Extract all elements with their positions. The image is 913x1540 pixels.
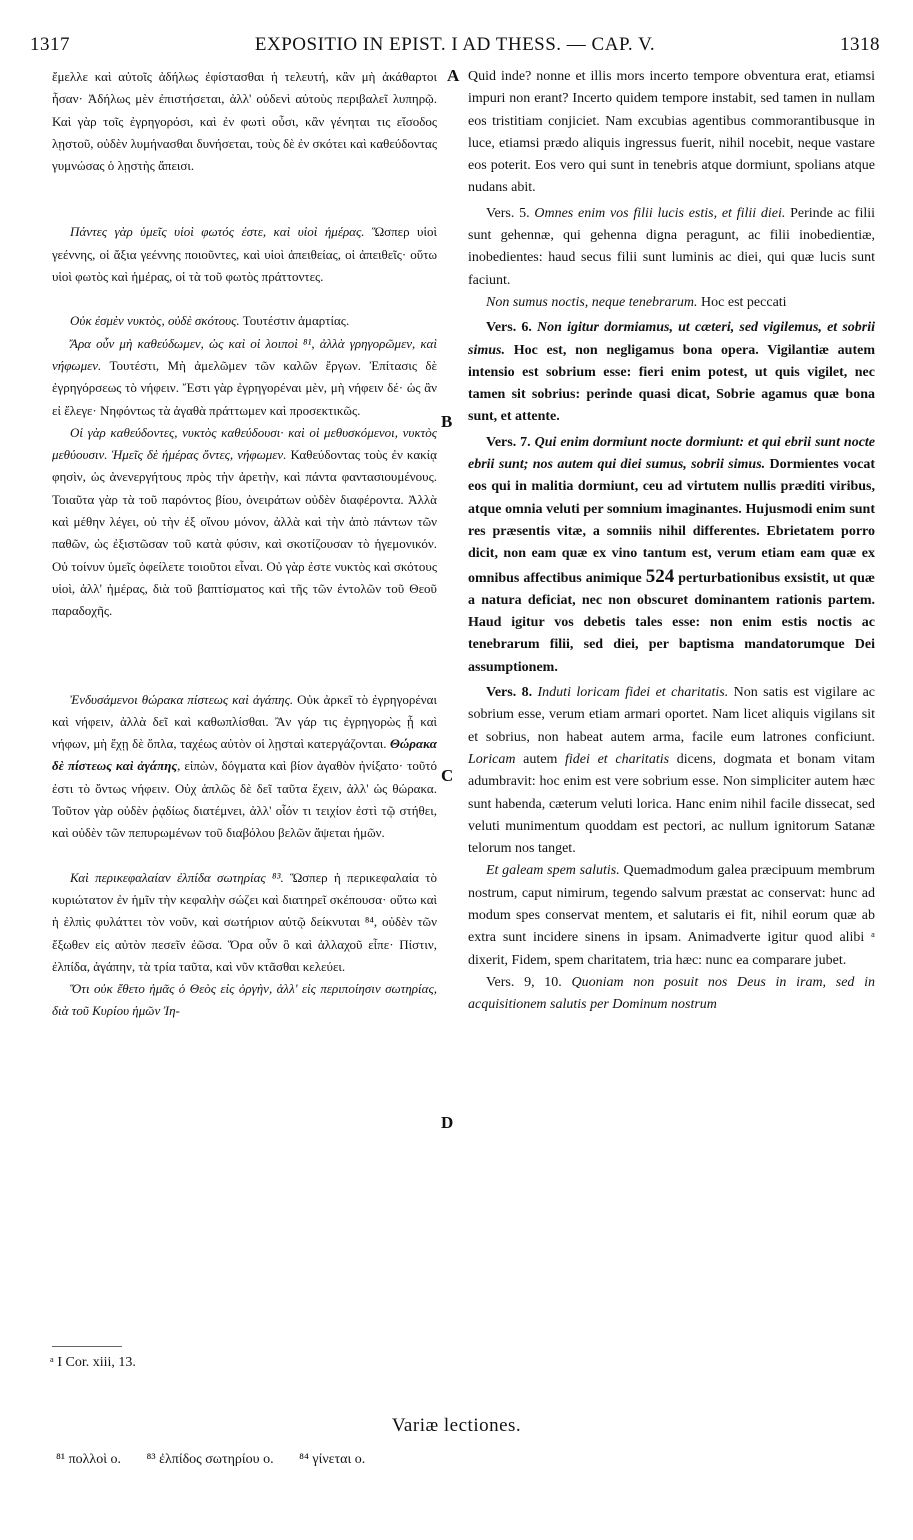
greek-column [52, 66, 437, 1023]
latin-lemma: Non igitur dormiamus, ut cæteri, sed vigilemus, et sobrii simus. [468, 320, 875, 358]
greek-commentary: Οὐκ ἀρκεῖ τὸ ἐγρηγορέναι καὶ νήφειν, ἀλλὰ δεῖ καὶ καθωπλίσθαι. Ἂν γάρ τις ἐγρηγορὼς ᾖ καὶ νήφων, μὴ ἔχῃ δὲ ὅπλα, ταχέως αὐτὸν οἱ λῃσταὶ κατεργάζονται. [52, 691, 437, 752]
greek-commentary: Ὥσπερ υἱοὶ γεέννης, οἱ ἄξια γεέννης ποιοῦντες, καὶ υἱοὶ ἀπειθείας, οἱ ἀπειθεῖς· οὕτω υἱοὶ φωτὸς καὶ ἡμέρας, οἱ τὰ τοῦ φωτὸς πράττοντες. [52, 224, 437, 285]
greek-commentary: Καθεύδοντας τοὺς ἐν κακίᾳ φησὶν, ὡς ἀνενεργήτους πρὸς τὴν ἀρετὴν, καὶ πάντα φαντασιουμένους. Τοιαῦτα γὰρ τὰ τοῦ παρόντος βίου, ὀνειράτων οὐδὲν διαφέροντα. Ἀλλὰ καὶ μέθην λέγει, οὐ τὴν ἐξ οἴνου μόνον, ἀλλὰ καὶ τὴν ἀπὸ πάντων τῶν παθῶν, ὡς ἐξιστῶσαν τοῦ κατὰ φύσιν, καὶ σκοτίζουσαν τὸ ἡγεμονικόν. Οὐ τοίνυν ὑμεῖς ὀφείλετε τοιοῦτοι εἶναι. Οὐ γὰρ ἐστε νυκτὸς καὶ σκότους υἱοὶ, ἀλλ' ἡμέρας, διὰ τοῦ βαπτίσματος καὶ τῆς τῶν ἐντολῶν τοῦ Θεοῦ παραδοχῆς. [52, 447, 437, 619]
verse-label: Vers. 8. [486, 685, 533, 701]
greek-inline-lemma: Θώρακα δὲ πίστεως καὶ ἀγάπης [52, 736, 437, 774]
latin-commentary: Perinde ac filii sunt gehennæ, qui gehenna digna peragunt, ac filii inobedientiæ, inobedientes: haud secus filii sunt luminis ac diei, qui quæ lucis sunt faciunt. [468, 205, 876, 288]
greek-lemma: Οἱ γὰρ καθεύδοντες, νυκτὸς καθεύδουσι· καὶ οἱ μεθυσκόμενοι, νυκτὸς μεθύουσιν. Ἡμεῖς δὲ ἡμέρας ὄντες, νήφωμεν. [52, 424, 437, 463]
latin-column [468, 66, 875, 1016]
latin-lemma: Omnes enim vos filii lucis estis, et filii diei. [534, 205, 786, 221]
greek-lemma: Ἐνδυσάμενοι θώρακα πίστεως καὶ ἀγάπης. [70, 691, 294, 707]
latin-lemma: Induti loricam fidei et charitatis. [537, 685, 729, 701]
latin-lemma: Quoniam non posuit nos Deus in iram, sed in acquisitionem salutis per Dominum nostrum [468, 974, 876, 1013]
running-header [30, 34, 880, 58]
latin-commentary: dicens, dogmata et bonam vitam adumbravit: hoc enim est vere sobrium esse. Non simpliciter autem hæc sunt habenda, cæterum veluti lorica. Hanc enim nihil facile dissecat, sed veluti munimentum quoddam est pectori, ac nullum ignitorum Satanæ telorum nos tanget. [468, 751, 876, 857]
verse-label: Vers. 7. [486, 434, 531, 450]
greek-paragraph [52, 422, 437, 623]
latin-inline-lemma: fidei et charitatis [565, 751, 670, 767]
latin-commentary: Quemadmodum galea præcipuum membrum nostrum, caput nimirum, tegendo salvum præstat ac conservat: hunc ad modum spes conservat mentem, et salutaris ei fit, nihil eorum quæ ab extra sunt incidere sinens in ipsam. Animadverte igitur quod alibi ᵃ dixerit, Fidem, spem charitatem, tria hæc: nunc ea comparare jubet. [468, 863, 875, 968]
margin-letter-c: C [441, 766, 454, 785]
margin-letter-d: D [441, 1113, 454, 1132]
latin-paragraph [468, 682, 875, 860]
latin-lemma: Non sumus noctis, neque tenebrarum. [486, 294, 698, 310]
latin-paragraph [468, 432, 875, 679]
latin-commentary: Dormientes vocat eos qui in malitia dormiunt, ceu ad virtutem nullis præditi viribus, atque omnia veluti per somnium imaginantes. Hujusmodi enim sunt res præsentis vitæ, a somniis nihil differentes. Ebrietatem porro dicit, non eam quæ ex vino tantum est, verum etiam eam quæ ex omnibus affectibus animique [468, 457, 875, 586]
greek-commentary: Τουτέστι, Μὴ ἀμελῶμεν τῶν καλῶν ἔργων. Ἐπίτασις δὲ ἐγρηγόρσεως τὸ νήφειν. Ἔστι γὰρ ἐγρηγορέναι μὲν, μὴ νήφειν δέ· ὡς ἂν εἰ ἔλεγε· Νηφόντως τὰ ἀγαθὰ πράττωμεν καὶ προσεκτικῶς. [52, 357, 437, 418]
latin-commentary: autem [515, 751, 566, 767]
greek-commentary: Τουτέστιν ἁμαρτίας. [239, 313, 350, 329]
greek-commentary: Ὥσπερ ἡ περικεφαλαία τὸ κυριώτατον ἐν ἡμῖν τὴν κεφαλὴν σώζει καὶ διατηρεῖ σκέπουσα· οὕτω καὶ ἡ ἐλπὶς φυλάττει τὸν νοῦν, καὶ σωτήριον αὐτῷ δείκνυται ⁸⁴, οὐδὲν τῶν ἔξωθεν εἰς αὐτὸν πεσεῖν ἐῶσα. Ὅρα οὖν ὃ καὶ ἀλλαχοῦ εἶπε· Πίστιν, ἐλπίδα, ἀγάπην, τὰ τρία ταῦτα, καὶ νῦν κτᾶσθαι κελεύει. [52, 869, 437, 974]
running-title: EXPOSITIO IN EPIST. I AD THESS. — CAP. V. [254, 34, 656, 55]
latin-paragraph [468, 292, 875, 314]
latin-paragraph: Quid inde? nonne et illis mors incerto tempore obventura erat, etiamsi impuri non erant? Incerto quidem tempore instabit, sed tamen in nullam eos tristitiam conjiciet. Nam excubias agentibus commorantibusque in luce, etiamsi prædo aliquis ingressus fuerit, nihil nocebit, neque vastare eos poterit. Eos vero qui sunt in tenebris atque dormiunt, spolians atque nudans abit. [468, 69, 875, 196]
greek-paragraph [52, 867, 437, 978]
latin-commentary: perturbationibus exsistit, ut quæ a natura deficiat, nec non obscuret dominantem rationis partem. Haud igitur vos debetis tales esse: non enim estis noctis ac tenebrarum filii, sed diei, per baptisma mandatorumque Dei assumptionem. [468, 570, 875, 675]
footnote: ᵃ I Cor. xiii, 13. [50, 1355, 136, 1370]
latin-commentary: Non satis est vigilare ac sobrium esse, verum etiam armari oportet. Nam licet aliquis vigilans sit et sobrius, non habeat autem arma, facile eum latrones conficiunt. [468, 685, 875, 745]
column-number: 524 [645, 565, 675, 587]
greek-paragraph [52, 310, 437, 332]
latin-paragraph [468, 317, 875, 428]
latin-lemma: Qui enim dormiunt nocte dormiunt: et qui ebrii sunt nocte ebrii sunt; nos autem qui diei sumus, sobrii simus. [468, 434, 876, 473]
latin-lemma: Et galeam spem salutis. [486, 863, 620, 879]
variant-reading: ⁸³ ἐλπίδος σωτηρίου ο. [146, 1452, 274, 1467]
latin-commentary: Hoc est, non negligamus bona opera. Vigilantiæ autem intensio est sobrium esse: fieri enim potest, ut quis vigilet, nec tamen sit sobrius: perinde quasi dicat, Sobrie agamus quæ bona sunt, et attente. [468, 342, 875, 425]
greek-paragraph: ἔμελλε καὶ αὐτοῖς ἀδήλως ἐφίστασθαι ἡ τελευτή, κἂν μὴ ἀκάθαρτοι ἦσαν· Ἀδήλως μὲν ἐπιστήσεται, ἀλλ' οὐδενὶ αὐτοὺς περιβαλεῖ λυπηρῷ. Καὶ γὰρ τοῖς ἐγρηγορόσι, καὶ ἐν φωτὶ οὖσι, κἂν γένηται τις εἴσοδος λῃστοῦ, οὐδὲν λυμήνασθαι δυνήσεται, τοὺς δὲ ἐν σκότει καὶ καθεύδοντας γυμνώσας ὁ λῃστὴς ἄπεισι. [52, 69, 437, 174]
footnote-rule [52, 1346, 122, 1347]
latin-inline-lemma: Loricam [468, 751, 516, 767]
margin-letter-b: B [441, 412, 453, 431]
variae-lectiones-list [56, 1452, 387, 1468]
greek-paragraph [52, 689, 437, 845]
verse-label: Vers. 5. [486, 205, 530, 221]
greek-lemma: Καὶ περικεφαλαίαν ἐλπίδα σωτηρίας ⁸³. [70, 869, 284, 885]
greek-lemma: Ἄρα οὖν μὴ καθεύδωμεν, ὡς καὶ οἱ λοιποὶ ⁸¹, ἀλλὰ γρηγορῶμεν, καὶ νήφωμεν. [52, 335, 437, 373]
variant-reading: ⁸¹ πολλοὶ ο. [56, 1452, 121, 1467]
page-number-right: 1318 [840, 34, 880, 55]
margin-letter-a: A [447, 66, 460, 85]
latin-paragraph [468, 972, 875, 1017]
greek-lemma: Πάντες γὰρ ὑμεῖς υἱοὶ φωτός ἐστε, καὶ υἱοὶ ἡμέρας. [70, 224, 365, 240]
verse-label: Vers. 9, 10. [486, 974, 562, 990]
latin-paragraph [468, 860, 875, 971]
variant-reading: ⁸⁴ γίνεται ο. [299, 1452, 366, 1467]
greek-paragraph [52, 978, 437, 1023]
variae-lectiones-title: Variæ lectiones. [391, 1415, 522, 1436]
page-number-left: 1317 [30, 34, 70, 55]
greek-paragraph [52, 221, 437, 288]
greek-paragraph [52, 333, 437, 422]
verse-label: Vers. 6. [486, 320, 532, 336]
latin-commentary: Hoc est peccati [697, 294, 787, 310]
greek-lemma: Οὐκ ἐσμὲν νυκτὸς, οὐδὲ σκότους. [70, 313, 240, 329]
latin-paragraph [468, 203, 875, 292]
greek-commentary: , εἰπὼν, δόγματα καὶ βίον ἀγαθὸν ἠνίξατο· τοῦτό ἐστι τὸ ὄντως νήφειν. Οὐχ ἁπλῶς δὲ δεῖ ταῦτα ἔχειν, ἀλλ' ὡς θώρακα. Τοῦτον γὰρ οὐδὲν ῥᾳδίως διατέμνει, ἀλλ' οἷόν τι τειχίον ἐστὶ τῷ στήθει, καὶ οὐδὲν τῶν πεπυρωμένων τοῦ διαβόλου βελῶν ἅψεται ἡμῶν. [52, 758, 437, 841]
greek-lemma: Ὅτι οὐκ ἔθετο ἡμᾶς ὁ Θεὸς εἰς ὀργὴν, ἀλλ' εἰς περιποίησιν σωτηρίας, διὰ τοῦ Κυρίου ἡμῶν Ἰη- [52, 981, 437, 1019]
